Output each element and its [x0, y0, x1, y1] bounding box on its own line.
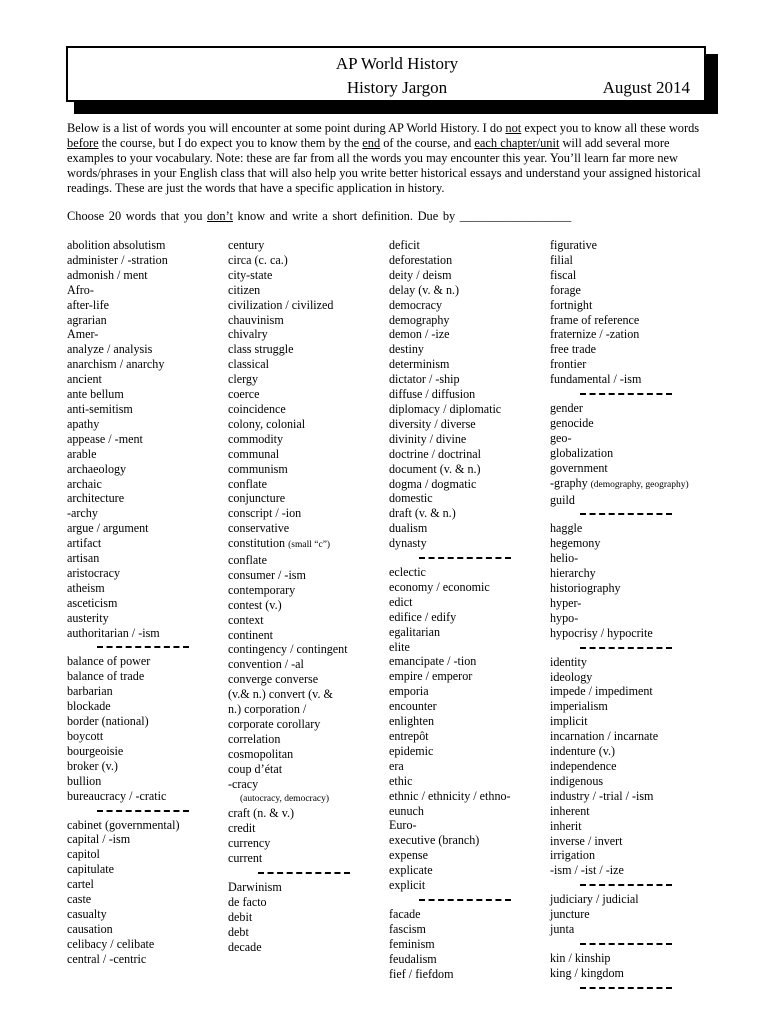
vocab-term: economy / economic: [389, 579, 490, 594]
emphasis-dont: don’t: [207, 209, 233, 223]
vocab-term: geo-: [550, 430, 572, 445]
instructions: Choose 20 words that you don’t know and write a short definition. Due by __________________: [67, 209, 572, 223]
vocab-term: frame of reference: [550, 312, 640, 327]
vocab-term: -archy: [67, 506, 98, 521]
emphasis-each-chapter: each chapter/unit: [474, 136, 560, 150]
vocab-term: emporia: [389, 684, 429, 699]
vocab-term: frontier: [550, 357, 587, 372]
vocab-term: dictator / -ship: [389, 372, 460, 387]
vocab-term: king / kingdom: [550, 965, 624, 980]
section-divider: [389, 551, 539, 565]
vocab-note: (demography, geography): [590, 479, 689, 490]
emphasis-not: not: [505, 121, 522, 135]
vocab-term: draft (v. & n.): [389, 506, 456, 521]
vocab-term: archaeology: [67, 461, 127, 476]
vocab-term: decade: [228, 939, 262, 954]
vocab-term: architecture: [67, 491, 125, 506]
vocab-term: government: [550, 460, 608, 475]
emphasis-before: before: [67, 136, 99, 150]
vocab-term: arable: [67, 446, 97, 461]
vocab-term: fiscal: [550, 267, 577, 282]
vocab-term: n.) corporation /: [228, 702, 307, 717]
vocab-term: central / -centric: [67, 951, 147, 966]
vocab-term: constitution (small “c”): [228, 536, 331, 551]
section-divider: [67, 804, 217, 818]
vocab-term: conscript / -ion: [228, 506, 302, 521]
vocab-term: egalitarian: [389, 624, 441, 639]
vocab-term: broker (v.): [67, 758, 118, 773]
vocab-term: blockade: [67, 699, 111, 714]
vocab-term: apathy: [67, 416, 100, 431]
vocab-term: hypocrisy / hypocrite: [550, 625, 653, 640]
word-column-1: [67, 238, 217, 967]
vocab-term: currency: [228, 836, 271, 851]
vocab-term: determinism: [389, 357, 450, 372]
vocab-term: context: [228, 612, 264, 627]
vocab-term: explicit: [389, 878, 426, 893]
vocab-term: argue / argument: [67, 521, 149, 536]
vocab-term: chivalry: [228, 327, 268, 342]
vocab-term: archaic: [67, 476, 102, 491]
vocab-term: incarnation / incarnate: [550, 729, 659, 744]
vocab-term: era: [389, 758, 404, 773]
course-title: AP World History: [335, 54, 459, 73]
vocab-term: credit: [228, 821, 256, 836]
vocab-term: facade: [389, 906, 421, 921]
vocab-term: dogma / dogmatic: [389, 476, 477, 491]
vocab-term: indigenous: [550, 773, 604, 788]
vocab-term: bourgeoisie: [67, 743, 124, 758]
vocab-term: doctrine / doctrinal: [389, 446, 482, 461]
vocab-term: artifact: [67, 536, 102, 551]
section-divider: [550, 937, 720, 951]
vocab-term: Amer-: [67, 327, 99, 342]
vocab-term: fundamental / -ism: [550, 372, 642, 387]
vocab-term: conservative: [228, 521, 290, 536]
vocab-term: delay (v. & n.): [389, 282, 460, 297]
vocab-term: craft (n. & v.): [228, 806, 295, 821]
section-divider: [67, 640, 217, 654]
vocab-term: helio-: [550, 551, 579, 566]
vocab-term: border (national): [67, 714, 149, 729]
vocab-term: correlation: [228, 731, 281, 746]
vocab-term: eunuch: [389, 803, 424, 818]
vocab-note: (small “c”): [288, 540, 331, 551]
vocab-term: cartel: [67, 877, 94, 892]
vocab-term: appease / -ment: [67, 431, 143, 446]
vocab-term: entrepôt: [389, 729, 429, 743]
vocab-term: citizen: [228, 282, 261, 297]
vocab-term: fortnight: [550, 297, 593, 312]
vocab-term: administer / -stration: [67, 252, 168, 267]
vocab-term: inherit: [550, 818, 582, 833]
vocab-term: anarchism / anarchy: [67, 357, 165, 372]
vocab-term: debt: [228, 924, 249, 939]
vocab-term: encounter: [389, 699, 437, 714]
vocab-term: document (v. & n.): [389, 461, 481, 476]
vocab-term: -graphy (demography, geography): [550, 475, 689, 490]
vocab-term: casualty: [67, 906, 107, 921]
vocab-term: colony, colonial: [228, 416, 306, 431]
vocab-term: figurative: [550, 238, 598, 252]
vocab-term: hegemony: [550, 536, 601, 551]
vocab-term: corporate corollary: [228, 717, 321, 731]
vocab-term: emancipate / -tion: [389, 654, 477, 669]
section-divider: [550, 387, 720, 401]
vocab-term: ancient: [67, 372, 102, 387]
vocab-term: converge converse: [228, 672, 319, 687]
section-divider: [550, 981, 720, 995]
vocab-term: analyze / analysis: [67, 342, 153, 357]
vocab-term: domestic: [389, 491, 433, 506]
vocab-term: communal: [228, 446, 280, 461]
vocab-term: edifice / edify: [389, 609, 457, 624]
vocab-term: ethnic / ethnicity / ethno-: [389, 788, 511, 803]
vocab-term: free trade: [550, 342, 596, 357]
vocab-term: classical: [228, 357, 269, 372]
vocab-term: artisan: [67, 551, 100, 566]
vocab-term: cosmopolitan: [228, 746, 294, 761]
vocab-term: contemporary: [228, 582, 296, 597]
vocab-term: diffuse / diffusion: [389, 387, 476, 402]
vocab-term: identity: [550, 654, 587, 669]
vocab-term: hierarchy: [550, 566, 596, 581]
vocab-term: demography: [389, 312, 450, 327]
vocab-term: debit: [228, 909, 253, 924]
vocab-term: austerity: [67, 610, 109, 625]
vocab-term: bureaucracy / -cratic: [67, 788, 167, 803]
vocab-term: capitulate: [67, 862, 115, 877]
vocab-term: dynasty: [389, 536, 427, 551]
vocab-term: judiciary / judicial: [550, 892, 639, 907]
vocab-term: forage: [550, 282, 581, 297]
vocab-term: -cracy: [228, 776, 259, 791]
vocab-term: diversity / diverse: [389, 416, 476, 431]
section-divider: [550, 507, 720, 521]
vocab-term: industry / -trial / -ism: [550, 788, 654, 803]
vocab-term: feudalism: [389, 951, 437, 966]
vocab-term: causation: [67, 921, 113, 936]
vocab-term: implicit: [550, 714, 588, 729]
vocab-term: asceticism: [67, 595, 118, 610]
section-divider: [550, 878, 720, 892]
vocab-term: barbarian: [67, 684, 113, 699]
document-date: August 2014: [602, 78, 690, 97]
word-column-2: [228, 238, 378, 955]
vocab-term: junta: [550, 922, 575, 937]
vocab-term: cabinet (governmental): [67, 817, 180, 832]
vocab-term: globalization: [550, 445, 614, 460]
vocab-term: enlighten: [389, 714, 435, 729]
vocab-term: demon / -ize: [389, 327, 450, 342]
vocab-term: abolition absolutism: [67, 238, 166, 252]
vocab-term: contingency / contingent: [228, 642, 348, 657]
vocab-term: gender: [550, 401, 583, 416]
emphasis-end: end: [362, 136, 381, 150]
vocab-term: deforestation: [389, 252, 453, 267]
vocab-term: balance of trade: [67, 669, 145, 684]
vocab-term: coincidence: [228, 401, 286, 416]
vocab-term: hyper-: [550, 595, 582, 610]
vocab-term: hypo-: [550, 610, 579, 625]
vocab-term: capitol: [67, 847, 100, 862]
vocab-term: filial: [550, 252, 573, 267]
vocab-term: genocide: [550, 415, 594, 430]
vocab-term: boycott: [67, 729, 104, 743]
vocab-term: clergy: [228, 372, 258, 387]
vocab-term: irrigation: [550, 848, 596, 863]
vocab-term: indenture (v.): [550, 744, 616, 759]
vocab-term: admonish / ment: [67, 267, 148, 282]
vocab-term: aristocracy: [67, 565, 121, 580]
vocab-term: impede / impediment: [550, 684, 653, 699]
vocab-term: explicate: [389, 863, 433, 878]
section-divider: [228, 866, 378, 880]
vocab-term: executive (branch): [389, 833, 480, 848]
vocab-term: destiny: [389, 342, 424, 357]
vocab-term: fief / fiefdom: [389, 966, 454, 981]
vocab-term: ideology: [550, 669, 593, 684]
vocab-note: (autocracy, democracy): [240, 793, 330, 804]
vocab-term: bullion: [67, 773, 102, 788]
vocab-term: communism: [228, 461, 288, 476]
vocab-term: anti-semitism: [67, 401, 133, 416]
vocab-term: ethic: [389, 773, 413, 788]
vocab-term: chauvinism: [228, 312, 284, 327]
vocab-term: de facto: [228, 894, 267, 909]
word-column-3: [389, 238, 539, 982]
vocab-term: coerce: [228, 387, 260, 402]
vocab-term: ante bellum: [67, 387, 124, 402]
vocab-term: (v.& n.) convert (v. &: [228, 687, 333, 702]
vocab-term: -ism / -ist / -ize: [550, 863, 624, 878]
vocab-term: imperialism: [550, 699, 608, 714]
vocab-term: edict: [389, 594, 413, 609]
vocab-term: century: [228, 238, 265, 252]
vocab-term: divinity / divine: [389, 431, 467, 446]
vocab-term: independence: [550, 759, 617, 773]
vocab-term: celibacy / celibate: [67, 936, 155, 951]
vocab-term: inverse / invert: [550, 833, 623, 848]
vocab-term: agrarian: [67, 312, 107, 327]
vocab-term: conjuncture: [228, 491, 286, 506]
word-column-4: [550, 238, 720, 995]
vocab-term: kin / kinship: [550, 950, 611, 965]
vocab-term: conflate: [228, 553, 267, 568]
intro-paragraph: Below is a list of words you will encounter at some point during AP World History. I do not expect you to know all these words before the course, but I do expect you to know them by the end of the course, and each chapter/unit will add several more examples to your vocabulary. Note: these are far from all the words you may encounter this year. You’ll learn far more new words/phrases in your English class that will also help you write better historical essays and understand your assigned historical readings. These are just the words that have a specific application in history.: [67, 121, 701, 195]
document-title: History Jargon: [346, 78, 448, 97]
vocab-term: balance of power: [67, 654, 151, 669]
vocab-term: dualism: [389, 521, 428, 536]
vocab-term: current: [228, 851, 263, 866]
vocab-term: civilization / civilized: [228, 297, 334, 312]
section-divider: [389, 893, 539, 907]
vocab-term: continent: [228, 627, 274, 642]
vocab-term: fascism: [389, 921, 426, 936]
vocab-term: democracy: [389, 297, 443, 312]
vocab-term: city-state: [228, 267, 273, 282]
vocab-term: Euro-: [389, 818, 417, 833]
vocab-term: deficit: [389, 238, 420, 252]
vocab-term: contest (v.): [228, 597, 282, 612]
vocab-term: deity / deism: [389, 267, 452, 282]
vocab-term: capital / -ism: [67, 832, 131, 847]
vocab-term: caste: [67, 892, 92, 907]
vocab-term: after-life: [67, 297, 110, 312]
section-divider: [550, 641, 720, 655]
vocab-term: consumer / -ism: [228, 567, 306, 582]
vocab-term: guild: [550, 492, 575, 507]
vocab-term: epidemic: [389, 743, 434, 758]
vocab-term: atheism: [67, 580, 105, 595]
vocab-term: haggle: [550, 521, 583, 536]
vocab-term: elite: [389, 639, 410, 654]
vocab-term: class struggle: [228, 342, 294, 357]
vocab-term: inherent: [550, 803, 590, 818]
vocab-term: feminism: [389, 936, 435, 951]
vocab-term: circa (c. ca.): [228, 252, 288, 267]
vocab-term: diplomacy / diplomatic: [389, 401, 502, 416]
vocab-term: conflate: [228, 476, 267, 491]
vocab-term: Darwinism: [228, 880, 282, 895]
vocab-term: Afro-: [67, 282, 94, 297]
vocab-term: fraternize / -zation: [550, 327, 640, 342]
vocab-term: eclectic: [389, 565, 426, 580]
vocab-term: commodity: [228, 431, 284, 446]
vocab-term: empire / emperor: [389, 669, 473, 684]
vocab-term: coup d’état: [228, 761, 283, 776]
title-box: [66, 46, 706, 102]
vocab-term: authoritarian / -ism: [67, 625, 160, 640]
vocab-term: expense: [389, 848, 428, 863]
vocab-term: juncture: [550, 907, 590, 922]
vocab-term: historiography: [550, 581, 621, 596]
vocab-term: convention / -al: [228, 657, 304, 672]
